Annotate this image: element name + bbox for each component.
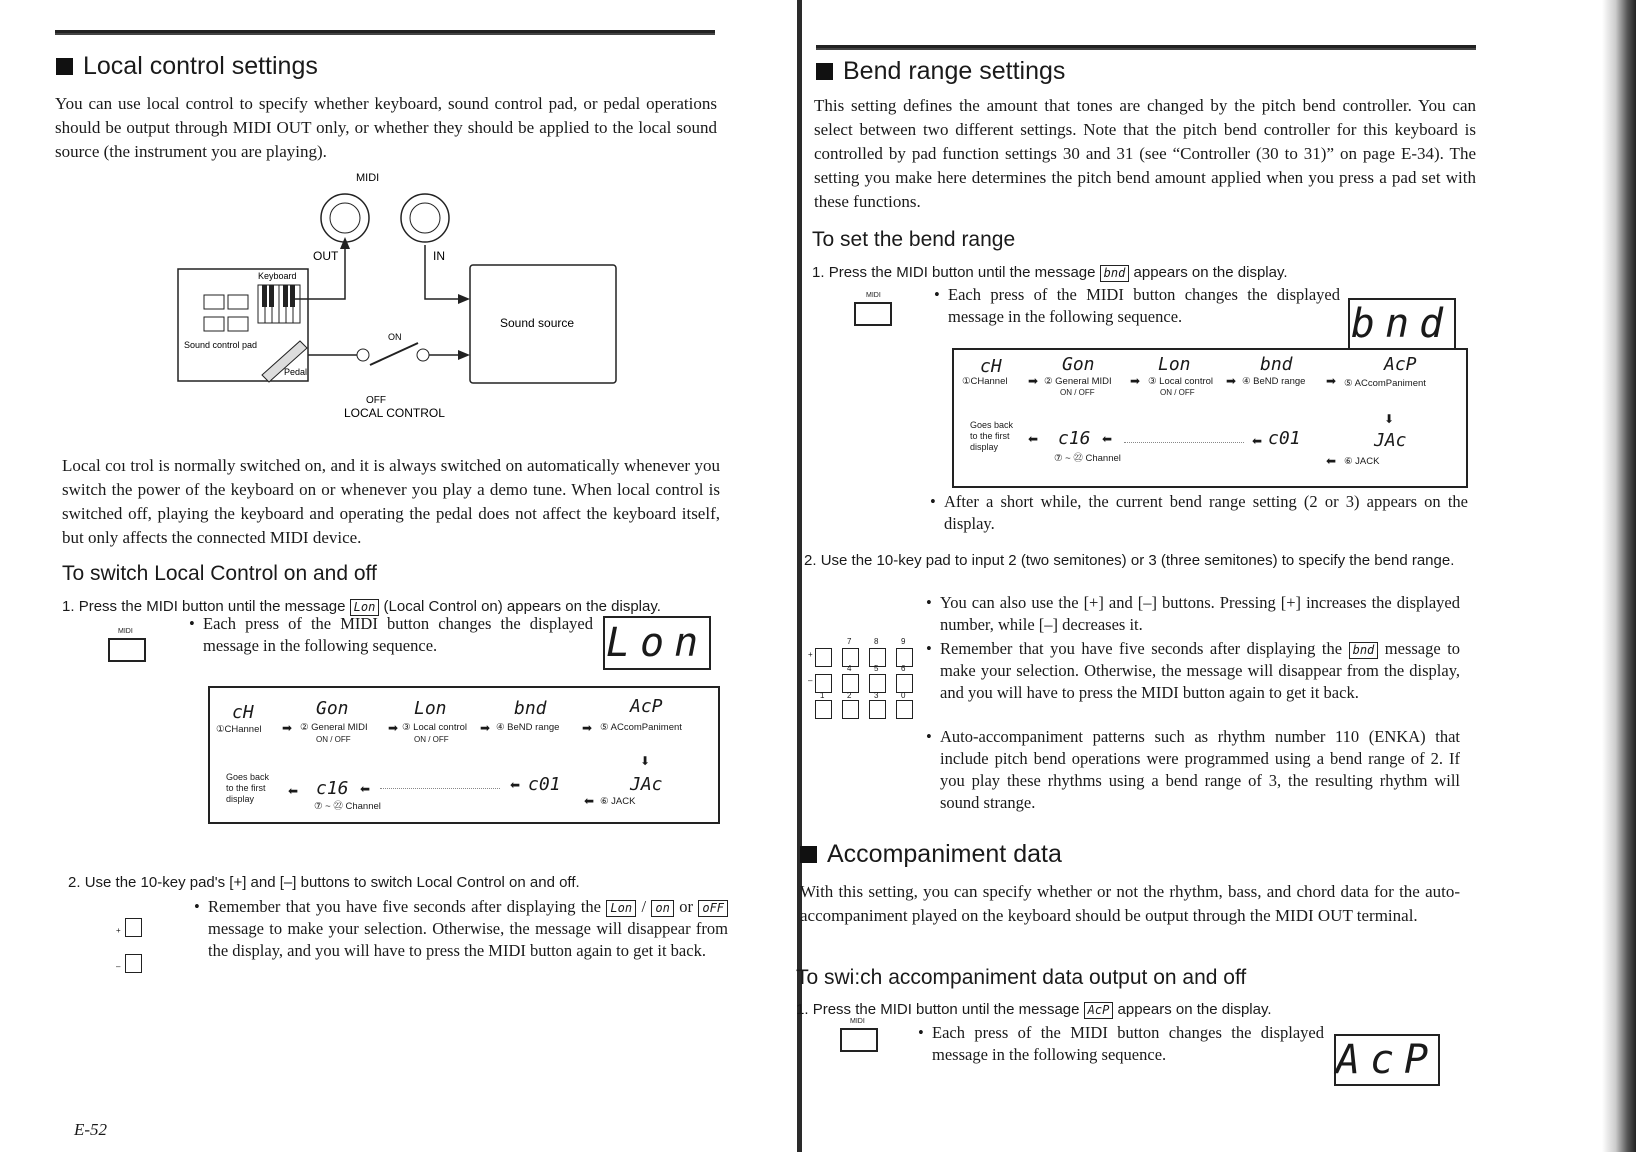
arrow-right-icon: ➡ bbox=[582, 721, 593, 735]
page-edge-shadow bbox=[1602, 0, 1636, 1152]
seq-label-channel: ①CHannel bbox=[962, 376, 1008, 387]
lcd-display: Lon bbox=[603, 616, 711, 670]
seq-symbol-acp: AcP bbox=[630, 696, 663, 717]
step-1 bbox=[812, 263, 1472, 283]
arrow-left-icon: ⬅ bbox=[584, 794, 595, 808]
arrow-left-icon: ⬅ bbox=[510, 778, 521, 792]
arrow-down-icon: ⬇ bbox=[640, 754, 651, 768]
midi-button-icon bbox=[840, 1028, 878, 1052]
seq-symbol-lon: Lon bbox=[1158, 354, 1191, 375]
step-number: 1. bbox=[62, 598, 75, 615]
minus-key-icon bbox=[125, 954, 142, 973]
seq-symbol-c01: c01 bbox=[1268, 428, 1301, 449]
lcd-display: AcP bbox=[1334, 1034, 1440, 1086]
arrow-left-icon: ⬅ bbox=[1028, 432, 1039, 446]
key-label: + bbox=[808, 650, 813, 659]
midi-button-label: MIDI bbox=[850, 1018, 865, 1025]
bullet-remember bbox=[208, 896, 728, 962]
plus-key-label: + bbox=[116, 926, 121, 935]
midi-button-label: MIDI bbox=[866, 292, 881, 299]
lcd-message: AcP bbox=[1084, 1002, 1114, 1019]
out-label: OUT bbox=[313, 249, 339, 263]
right-page bbox=[796, 0, 1636, 1152]
step-text: Press the MIDI button until the message bbox=[78, 598, 346, 615]
seq-label-on-off: ON / OFF bbox=[1060, 388, 1095, 397]
arrow-right-icon: ➡ bbox=[388, 721, 399, 735]
subhead-accompaniment: To swi:ch accompaniment data output on and off bbox=[796, 966, 1247, 989]
local-control-paragraph: Local coı trol is normally switched on, and it is always switched on automatically whenever you switch the power of the keyboard on or whenever you play a demo tune. When local control is switched off, playing the keyboard and operating the pedal does not affect the keyboard itself, but only affects the connected MIDI device. bbox=[62, 456, 720, 547]
accompaniment-intro: With this setting, you can specify whether or not the rhythm, bass, and chord data for the auto-accompaniment played on the keyboard should be output through the MIDI OUT terminal. bbox=[800, 882, 1460, 925]
bullet-sequence: • Each press of the MIDI button changes the displayed message in the following sequence. bbox=[948, 284, 1340, 328]
section-title-accompaniment bbox=[800, 840, 1062, 869]
step-text: Press the MIDI button until the message bbox=[812, 1001, 1080, 1018]
keyboard-keys-icon bbox=[258, 285, 300, 323]
lcd-message: bnd bbox=[1349, 642, 1379, 659]
arrow-right-icon: ➡ bbox=[1226, 374, 1237, 388]
step-number: 2. bbox=[68, 874, 81, 891]
keyboard-label: Keyboard bbox=[258, 271, 297, 281]
top-rule bbox=[816, 45, 1476, 50]
sound-control-pad-icon bbox=[204, 295, 248, 331]
arrow-right-icon: ➡ bbox=[1130, 374, 1141, 388]
seq-symbol-bnd: bnd bbox=[514, 698, 547, 719]
midi-local-control-diagram bbox=[170, 165, 630, 425]
left-page bbox=[0, 0, 800, 1152]
midi-label: MIDI bbox=[356, 172, 380, 184]
seq-label-on-off: ON / OFF bbox=[1160, 388, 1195, 397]
bullet-text: message to make your selection. Otherwise, the message will disappear from the display, and you will have to press the MIDI button again to get it back. bbox=[208, 919, 728, 960]
intro-paragraph: You can use local control to specify whether keyboard, sound control pad, or pedal operations should be output through MIDI OUT only, or whether they should be applied to the local sound source (the instrument you are playing). bbox=[55, 94, 717, 161]
bullet-after-while: • After a short while, the current bend range setting (2 or 3) appears on the display. bbox=[944, 491, 1468, 535]
arrow-right-icon: ➡ bbox=[1326, 374, 1337, 388]
on-label: ON bbox=[388, 332, 402, 342]
midi-button-icon bbox=[854, 302, 892, 326]
key-label: 2 bbox=[847, 691, 852, 700]
midi-button-icon bbox=[108, 638, 146, 662]
in-label: IN bbox=[433, 249, 445, 263]
step-number: 2. bbox=[804, 552, 817, 569]
key-label: – bbox=[808, 676, 813, 685]
intro-paragraph: This setting defines the amount that tones are changed by the pitch bend controller. You can select between two different settings. Note that the pitch bend controller for this keyboard is controlled by pad function settings 30 and 31 (see “Controller (30 to 31)” on page E-34). The setting you make here determines the pitch bend amount applied when you press a pad set with these functions. bbox=[814, 96, 1476, 211]
subhead-set-bend-range: To set the bend range bbox=[812, 228, 1016, 251]
key-plus-icon bbox=[815, 648, 832, 667]
seq-symbol-ch: cH bbox=[980, 356, 1002, 377]
seq-label-bend-range: ④ BeND range bbox=[496, 722, 560, 733]
local-control-label: LOCAL CONTROL bbox=[344, 406, 445, 420]
bullet-text: Remember that you have five seconds after displaying the bbox=[208, 897, 601, 916]
goes-back-label: Goes back to the first display bbox=[970, 420, 1014, 452]
seq-symbol-jac: JAc bbox=[1374, 430, 1407, 451]
arrow-right-icon: ➡ bbox=[480, 721, 491, 735]
bullet-remember bbox=[940, 638, 1460, 704]
subhead-switch-local-control: To switch Local Control on and off bbox=[62, 562, 377, 585]
lcd-message: bnd bbox=[1100, 265, 1130, 282]
seq-symbol-jac: JAc bbox=[630, 774, 663, 795]
in-arrow-icon bbox=[458, 294, 470, 304]
key-label: 9 bbox=[901, 637, 906, 646]
bullet-text: or bbox=[679, 897, 693, 916]
key-label: 6 bbox=[901, 664, 906, 673]
seq-label-jack: ⑥ JACK bbox=[600, 796, 636, 807]
lcd-message: oFF bbox=[698, 900, 728, 917]
seq-label-bend-range: ④ BeND range bbox=[1242, 376, 1306, 387]
midi-out-connector-icon bbox=[321, 194, 369, 242]
key-label: 7 bbox=[847, 637, 852, 646]
message-sequence-box bbox=[952, 348, 1468, 488]
step-text: Press the MIDI button until the message bbox=[828, 264, 1096, 281]
key-label: 3 bbox=[874, 691, 879, 700]
seq-label-general-midi: ② General MIDI bbox=[1044, 376, 1112, 387]
sound-source-label: Sound source bbox=[500, 316, 575, 330]
arrow-right-icon: ➡ bbox=[1028, 374, 1039, 388]
key-0-icon bbox=[896, 700, 913, 719]
step-text-post: appears on the display. bbox=[1133, 264, 1288, 281]
seq-label-on-off: ON / OFF bbox=[414, 735, 449, 744]
goes-back-label: Goes back to the first display bbox=[226, 772, 270, 804]
seq-symbol-lon: Lon bbox=[414, 698, 447, 719]
key-1-icon bbox=[815, 700, 832, 719]
switch-lever-icon bbox=[370, 343, 418, 365]
sound-arrow-icon bbox=[458, 350, 470, 360]
seq-symbol-acp: AcP bbox=[1384, 354, 1417, 375]
step-1-accompaniment bbox=[796, 1000, 1456, 1020]
step-2 bbox=[68, 873, 748, 893]
arrow-left-icon: ⬅ bbox=[1326, 454, 1337, 468]
square-bullet-icon bbox=[800, 846, 817, 863]
arrow-down-icon: ⬇ bbox=[1384, 412, 1395, 426]
arrow-left-icon: ⬅ bbox=[1252, 434, 1263, 448]
top-rule bbox=[55, 30, 715, 35]
seq-symbol-c16: c16 bbox=[316, 778, 349, 799]
step-number: 1. bbox=[812, 264, 825, 281]
seq-symbol-bnd: bnd bbox=[1260, 354, 1293, 375]
seq-symbol-c16: c16 bbox=[1058, 428, 1091, 449]
seq-label-local-control: ③ Local control bbox=[1148, 376, 1214, 387]
plus-key-icon bbox=[125, 918, 142, 937]
switch-right-node bbox=[417, 349, 429, 361]
key-3-icon bbox=[869, 700, 886, 719]
page-number: E-52 bbox=[74, 1120, 108, 1139]
key-label: 4 bbox=[847, 664, 852, 673]
lcd-display: bnd bbox=[1348, 298, 1456, 350]
square-bullet-icon bbox=[56, 58, 73, 75]
seq-symbol-gon: Gon bbox=[316, 698, 349, 719]
dotted-line bbox=[380, 788, 500, 789]
seq-label-general-midi: ② General MIDI bbox=[300, 722, 368, 733]
out-arrow-icon bbox=[340, 237, 350, 249]
lcd-message: Lon bbox=[350, 599, 380, 616]
seq-label-channels: ⑦ ~ ㉒ Channel bbox=[1054, 453, 1121, 464]
message-sequence-box bbox=[208, 686, 720, 824]
bullet-text: message to make your selection. Otherwise, the message will disappear from the display, and you will have to press the MIDI button again to get it back. bbox=[940, 639, 1461, 702]
bullet-plus-minus: • You can also use the [+] and [–] buttons. Pressing [+] increases the displayed number, while [–] decreases it. bbox=[940, 592, 1460, 636]
seq-label-jack: ⑥ JACK bbox=[1344, 456, 1380, 467]
switch-left-node bbox=[357, 349, 369, 361]
arrow-right-icon: ➡ bbox=[282, 721, 293, 735]
seq-label-accompaniment: ⑤ ACcomPaniment bbox=[1344, 378, 1426, 389]
seq-label-local-control: ③ Local control bbox=[402, 722, 468, 733]
section-title bbox=[816, 57, 1065, 86]
step-text: Use the 10-key pad's [+] and [–] buttons to switch Local Control on and off. bbox=[84, 874, 580, 891]
section-title-text: Local control settings bbox=[83, 52, 318, 80]
seq-label-accompaniment: ⑤ ACcomPaniment bbox=[600, 722, 682, 733]
arrow-left-icon: ⬅ bbox=[360, 782, 371, 796]
bullet-sequence: • Each press of the MIDI button changes the displayed message in the following sequence. bbox=[932, 1022, 1324, 1066]
section-title bbox=[56, 52, 318, 81]
key-2-icon bbox=[842, 700, 859, 719]
step-number: 1. bbox=[796, 1001, 809, 1018]
sound-control-pad-label: Sound control pad bbox=[184, 340, 258, 350]
step-2 bbox=[804, 551, 1470, 571]
bullet-text: Remember that you have five seconds after displaying the bbox=[940, 639, 1343, 658]
step-text: Use the 10-key pad to input 2 (two semitones) or 3 (three semitones) to specify the bend range. bbox=[820, 552, 1455, 569]
separator: / bbox=[641, 897, 647, 916]
seq-symbol-c01: c01 bbox=[528, 774, 561, 795]
key-label: 8 bbox=[874, 637, 879, 646]
dotted-line bbox=[1124, 442, 1244, 443]
arrow-left-icon: ⬅ bbox=[288, 784, 299, 798]
off-label: OFF bbox=[366, 395, 386, 406]
key-label: 0 bbox=[901, 691, 906, 700]
midi-button-label: MIDI bbox=[118, 628, 133, 635]
arrow-left-icon: ⬅ bbox=[1102, 432, 1113, 446]
seq-label-channels: ⑦ ~ ㉒ Channel bbox=[314, 801, 381, 812]
lcd-message: Lon bbox=[606, 900, 636, 917]
key-label: 5 bbox=[874, 664, 879, 673]
step-text-post: (Local Control on) appears on the display. bbox=[383, 598, 661, 615]
seq-symbol-gon: Gon bbox=[1062, 354, 1095, 375]
lcd-message: on bbox=[651, 900, 673, 917]
section-title-text: Bend range settings bbox=[843, 57, 1066, 85]
section-title-text: Accompaniment data bbox=[827, 840, 1062, 868]
seq-label-on-off: ON / OFF bbox=[316, 735, 351, 744]
square-bullet-icon bbox=[816, 63, 833, 80]
pedal-label: Pedal bbox=[284, 367, 308, 377]
seq-symbol-ch: cH bbox=[232, 702, 254, 723]
minus-key-label: – bbox=[116, 962, 121, 971]
bullet-sequence: • Each press of the MIDI button changes the displayed message in the following sequence. bbox=[203, 613, 593, 657]
step-text-post: appears on the display. bbox=[1117, 1001, 1272, 1018]
midi-in-connector-icon bbox=[401, 194, 449, 242]
bullet-auto-accompaniment: • Auto-accompaniment patterns such as rhythm number 110 (ENKA) that include pitch bend operations were programmed using a bend range of 2. If you play these rhythms using a bend range of 3, the resulting rhythm will sound strange. bbox=[940, 726, 1460, 814]
key-label: 1 bbox=[820, 691, 825, 700]
seq-label-channel: ①CHannel bbox=[216, 724, 262, 735]
